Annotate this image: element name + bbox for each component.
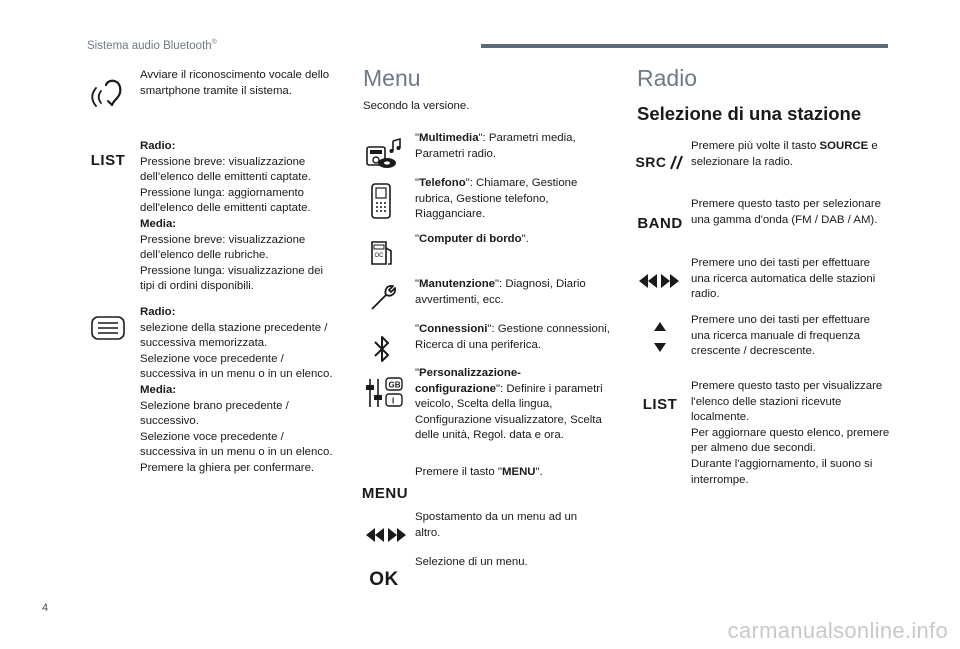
seek-arrows-icon [636,272,682,290]
trip-computer-icon-label: OC [374,253,384,259]
ok-button-icon: OK [369,569,399,590]
band-button-description: Premere questo tasto per selezionare una gamma d'onda (FM / DAB / AM). [691,198,881,226]
menu-item-connessioni: "Connessioni": Gestione connessioni, Ricerca di una periferica. [415,323,610,351]
ok-button-description: Selezione di un menu. [415,556,528,568]
menu-section-title: Menu [363,65,421,91]
menu-item-personalizzazione: "Personalizzazione-configurazione": Definire i parametri veicolo, Scelta della lingua, Configurazione visualizzatore, Scelta delle unità, Regol. data e ora. [415,367,603,442]
menu-key-description: Premere il tasto "MENU". [415,466,543,478]
menu-button-icon: MENU [361,484,409,502]
menu-intro: Secondo la versione. [363,100,470,112]
bluetooth-icon [370,331,394,367]
menu-item-computer-di-bordo: "Computer di bordo". [415,233,529,245]
menu-item-manutenzione: "Manutenzione": Diagnosi, Diario avvertimenti, ecc. [415,278,586,306]
list-button-icon: LIST [90,151,126,169]
watermark: carmanualsonline.info [727,618,948,643]
voice-recognition-icon [88,75,128,111]
section-header-label: Sistema audio Bluetooth® [87,39,217,52]
settings-sliders-icon [364,375,406,411]
source-button-description: Premere più volte il tasto SOURCE e selezionare la radio. [691,140,878,168]
band-button-icon: BAND [637,214,683,232]
thumbwheel-icon [88,314,128,342]
thumbwheel-description: Radio: selezione della stazione precedente / successiva memorizzata. Selezione voce precedente / successiva in un menu o in un elenco. Media: Selezione brano precedente / successivo. Selezione voce precedente / successiva in un menu o in un elenco. Premere la ghiera per confermare. [140,306,333,474]
radio-list-button-icon: LIST [642,395,678,413]
left-right-arrows-icon [364,526,408,544]
wrench-icon [366,282,400,314]
page-number: 4 [42,602,49,614]
language-gb-icon: GB [388,380,401,390]
radio-section-title: Radio [637,65,698,91]
info-i-icon: I [392,396,395,406]
voice-recognition-text: Avviare il riconoscimento vocale dello smartphone tramite il sistema. [140,69,330,97]
menu-navigation-description: Spostamento da un menu ad un altro. [415,511,578,539]
up-down-arrows-icon [652,320,668,354]
header-divider-bar [481,44,888,48]
seek-description: Premere uno dei tasti per effettuare una ricerca automatica delle stazioni radio. [691,257,876,301]
multimedia-icon [362,137,404,171]
radio-list-description: Premere questo tasto per visualizzare l'elenco delle stazioni ricevute localmente. Per aggiornare questo elenco, premere per almeno due secondi. Durante l'aggiornamento, il suono si interrompe. [691,380,890,486]
station-selection-title: Selezione di una stazione [637,103,862,124]
source-button-icon: SRC [634,152,686,172]
telephone-icon [368,182,394,220]
menu-item-multimedia: "Multimedia": Parametri media, Parametri radio. [415,132,576,160]
trip-computer-icon [368,238,396,268]
list-button-description: Radio: Pressione breve: visualizzazione dell’elenco delle emittenti captate. Pressione lunga: aggiornamento dell'elenco delle emittenti captate. Media: Pressione breve: visualizzazione dell’elenco delle rubriche. Pressione lunga: visualizzazione dei tipi di ordini disponibili. [140,140,323,293]
menu-item-telefono: "Telefono": Chiamare, Gestione rubrica, Gestione telefono, Riagganciare. [415,177,578,221]
manual-tuning-description: Premere uno dei tasti per effettuare una ricerca manuale di frequenza crescente / decrescente. [691,314,870,358]
